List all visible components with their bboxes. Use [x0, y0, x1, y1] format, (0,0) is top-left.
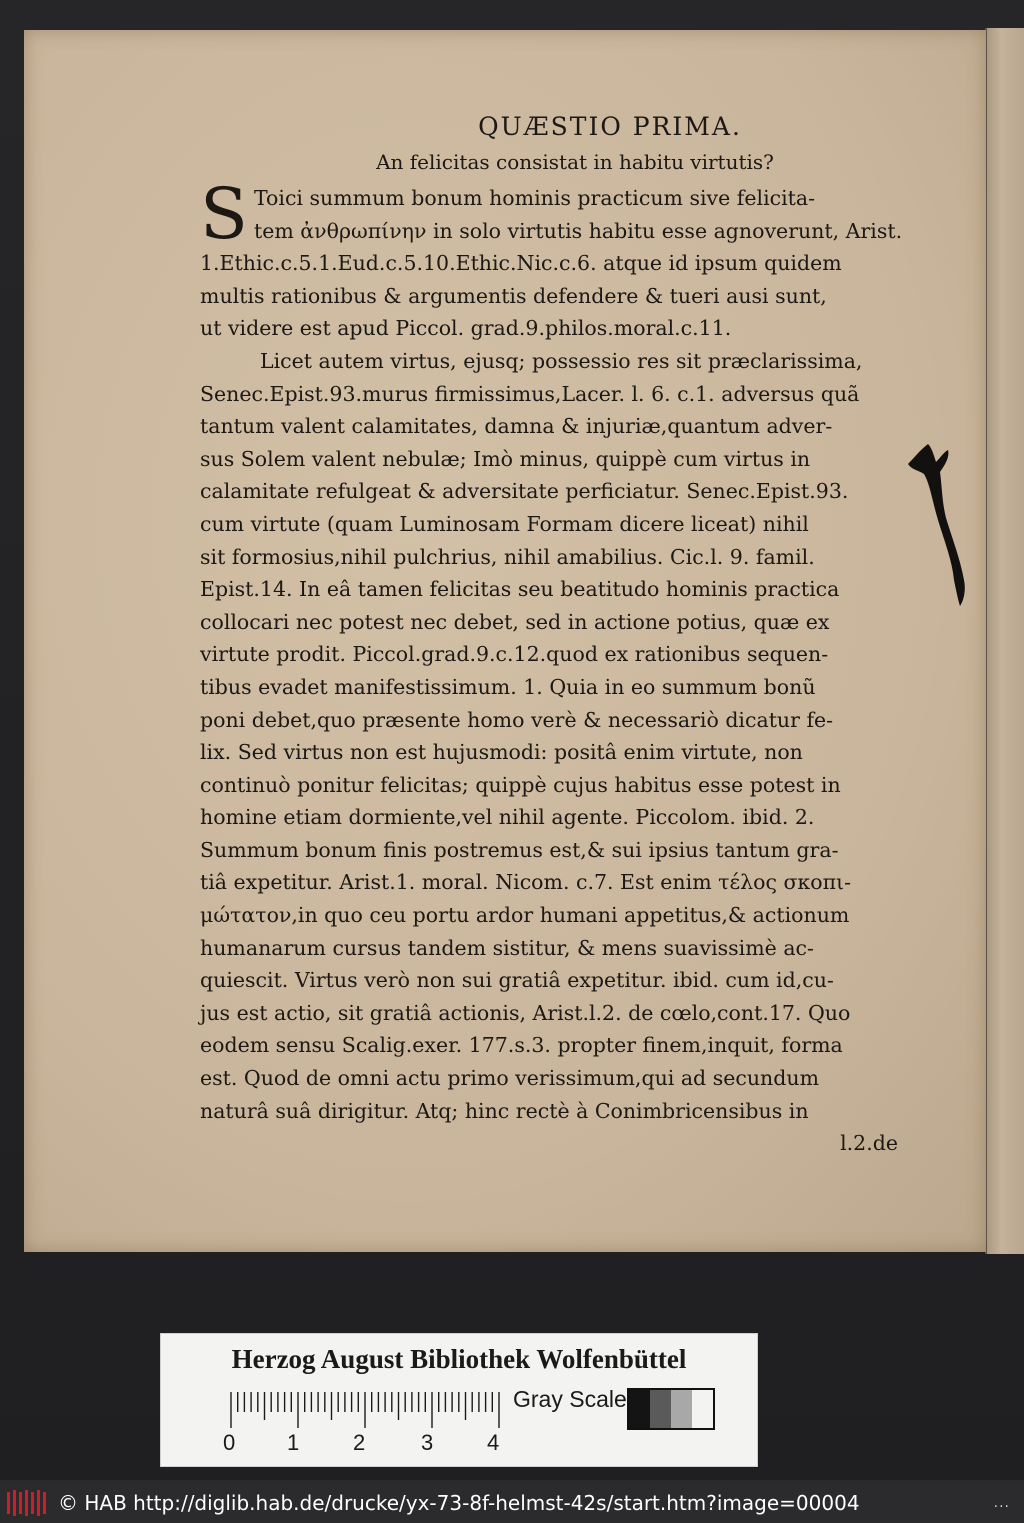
- swatch-white: [692, 1390, 713, 1428]
- text-line: humanarum cursus tandem sistitur, & mens suavissimè ac-: [200, 935, 814, 960]
- text-line: eodem sensu Scalig.exer. 177.s.3. propter finem,inquit, forma: [200, 1033, 843, 1058]
- text-line: 1.Ethic.c.5.1.Eud.c.5.10.Ethic.Nic.c.6. atque id ipsum quidem: [200, 251, 842, 276]
- ruler-number: 0: [223, 1430, 236, 1455]
- text-line: tibus evadet manifestissimum. 1. Quia in eo summum bonũ: [200, 674, 816, 699]
- text-line: homine etiam dormiente,vel nihil agente. Piccolom. ibid. 2.: [200, 805, 815, 830]
- text-line: Senec.Epist.93.murus firmissimus,Lacer. l. 6. c.1. adversus quã: [200, 381, 860, 406]
- text-line: continuò ponitur felicitas; quippè cujus habitus esse potest in: [200, 772, 841, 797]
- text-line: lix. Sed virtus non est hujusmodi: positâ enim virtute, non: [200, 740, 803, 765]
- drop-cap: S: [200, 182, 248, 248]
- swatch-black: [629, 1390, 650, 1428]
- ruler-number: 2: [353, 1430, 366, 1455]
- text-line: sus Solem valent nebulæ; Imò minus, quippè cum virtus in: [200, 446, 811, 471]
- text-line: poni debet,quo præsente homo verè & necessariò dicatur fe-: [200, 707, 834, 732]
- more-icon[interactable]: ...: [993, 1495, 1010, 1511]
- library-name: Herzog August Bibliothek Wolfenbüttel: [231, 1344, 687, 1374]
- text-line: Summum bonum finis postremus est,& sui ipsius tantum gra-: [200, 837, 839, 862]
- footer-bar: [0, 1483, 1024, 1523]
- swatch-dark-gray: [650, 1390, 671, 1428]
- copyright-url[interactable]: © HAB http://diglib.hab.de/drucke/yx-73-8f-helmst-42s/start.htm?image=00004: [58, 1491, 860, 1515]
- text-line: multis rationibus & argumentis defendere & tueri ausi sunt,: [200, 283, 827, 308]
- text-line: Toici summum bonum hominis practicum sive felicita-: [253, 186, 816, 210]
- opening-paragraph: [200, 182, 910, 247]
- page-text: [200, 108, 910, 1160]
- text-line: virtute prodit. Piccol.grad.9.c.12.quod ex rationibus sequen-: [200, 642, 829, 667]
- gray-scale-label: Gray Scale: [513, 1386, 627, 1412]
- text-line: tantum valent calamitates, damna & injuriæ,quantum adver-: [200, 414, 833, 439]
- ruler-number: 3: [421, 1430, 434, 1455]
- archive-scale-card: [160, 1333, 758, 1467]
- catchword: l.2.de: [840, 1131, 898, 1156]
- text-line: naturâ suâ dirigitur. Atq; hinc rectè à Conimbricensibus in: [200, 1098, 809, 1123]
- text-line: jus est actio, sit gratiâ actionis, Arist.l.2. de cœlo,cont.17. Quo: [200, 1000, 851, 1025]
- text-line: tem ἀνθρωπίνην in solo virtutis habitu esse agnoverunt, Arist.: [253, 218, 903, 243]
- text-line: est. Quod de omni actu primo verissimum,qui ad secundum: [200, 1066, 820, 1091]
- text-line: Licet autem virtus, ejusq; possessio res sit præclarissima,: [260, 348, 863, 373]
- text-line: quiescit. Virtus verò non sui gratiâ expetitur. ibid. cum id,cu-: [200, 968, 834, 993]
- text-line: μώτατον,in quo ceu portu ardor humani appetitus,& actionum: [200, 903, 850, 928]
- gray-scale-swatches: [627, 1388, 715, 1430]
- text-line: tiâ expetitur. Arist.1. moral. Nicom. c.7. Est enim τέλος σκοπι-: [200, 870, 852, 895]
- swatch-light-gray: [671, 1390, 692, 1428]
- ruler-number: 1: [287, 1430, 300, 1455]
- page-subheading: An felicitas consistat in habitu virtutis?: [376, 150, 774, 174]
- text-line: calamitate refulgeat & adversitate perficiatur. Senec.Epist.93.: [200, 479, 849, 504]
- text-line: collocari nec potest nec debet, sed in actione potius, quæ ex: [200, 609, 830, 634]
- text-line: cum virtute (quam Luminosam Formam dicere liceat) nihil: [200, 511, 809, 536]
- text-line: Epist.14. In eâ tamen felicitas seu beatitudo hominis practica: [200, 577, 840, 602]
- hab-logo-icon: [6, 1488, 48, 1518]
- ink-stain-mark: [900, 440, 970, 610]
- text-line: sit formosius,nihil pulchrius, nihil amabilius. Cic.l. 9. famil.: [200, 544, 815, 569]
- page-heading: QUÆSTIO PRIMA.: [478, 112, 742, 141]
- text-line: ut videre est apud Piccol. grad.9.philos.moral.c.11.: [200, 316, 732, 341]
- next-page-edge: [986, 28, 1024, 1254]
- ruler-number: 4: [487, 1430, 500, 1455]
